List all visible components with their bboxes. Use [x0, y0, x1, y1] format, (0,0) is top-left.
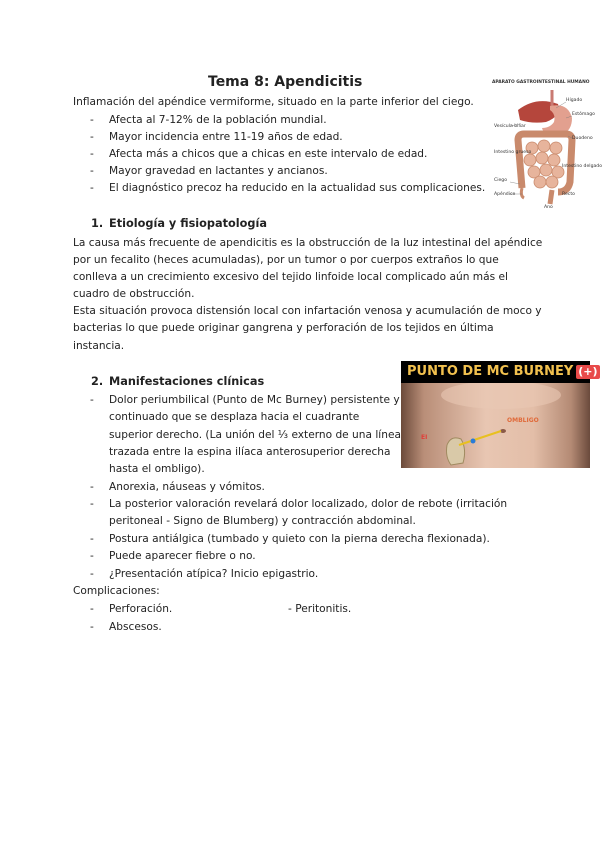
paragraph-line: conlleva a un crecimiento excesivo del tejido linfoide local complicado aún más el — [73, 271, 508, 283]
list-item: Abscesos. — [109, 621, 162, 633]
section-number: 2. — [91, 375, 104, 388]
intro-text: Inflamación del apéndice vermiforme, situado en la parte inferior del ciego. — [73, 96, 474, 108]
label-intestino-grueso: Intestino grueso — [494, 150, 532, 155]
label-duodeno: Duodeno — [572, 136, 593, 141]
list-item: Afecta al 7-12% de la población mundial. — [109, 114, 327, 126]
paragraph-line: por un fecalito (heces acumuladas), por un tumor o por cuerpos extraños lo que — [73, 254, 499, 266]
label-intestino-delgado: Intestino delgado — [562, 164, 602, 169]
bullet-dash: - — [90, 603, 94, 615]
list-item: Mayor incidencia entre 11-19 años de edad. — [109, 131, 343, 143]
bullet-dash: - — [90, 498, 94, 510]
list-item: El diagnóstico precoz ha reducido en la actualidad sus complicaciones. — [109, 182, 486, 194]
section-heading: Manifestaciones clínicas — [109, 375, 265, 388]
image-title-text: PUNTO DE MC BURNEY — [407, 364, 574, 379]
plus-badge: (+) — [578, 365, 598, 378]
list-item: Mayor gravedad en lactantes y ancianos. — [109, 165, 328, 177]
label-estomago: Estómago — [572, 112, 595, 117]
gastrointestinal-figure — [492, 80, 602, 212]
list-item-line: continuado que se desplaza hacia el cuadrante — [109, 411, 360, 423]
bullet-dash: - — [90, 114, 94, 126]
bullet-dash: - — [90, 481, 94, 493]
list-item-line: Dolor periumbilical (Punto de Mc Burney) persistente y — [109, 394, 400, 406]
label-ciego: Ciego — [494, 178, 508, 183]
list-item: Perforación. — [109, 603, 173, 615]
label-higado: Hígado — [566, 98, 583, 103]
bullet-dash: - — [90, 131, 94, 143]
figure-title: APARATO GASTROINTESTINAL HUMANO — [492, 80, 590, 85]
label-vesicula: Vesícula biliar — [494, 124, 526, 129]
list-item: Puede aparecer fiebre o no. — [109, 550, 256, 562]
bullet-dash: - — [90, 148, 94, 160]
list-item-line: peritoneal - Signo de Blumberg) y contracción abdominal. — [109, 515, 416, 527]
paragraph-line: La causa más frecuente de apendicitis es la obstrucción de la luz intestinal del apéndice — [73, 237, 543, 249]
bullet-dash: - — [90, 550, 94, 562]
bullet-dash: - — [90, 621, 94, 633]
section-heading: Etiología y fisiopatología — [109, 217, 268, 230]
label-apendice: Apéndice — [494, 192, 516, 197]
bullet-dash: - — [90, 568, 94, 580]
list-item: ¿Presentación atípica? Inicio epigastrio. — [109, 568, 319, 580]
mcburney-diagram — [401, 383, 590, 468]
page-title: Tema 8: Apendicitis — [208, 74, 363, 90]
section-number: 1. — [91, 217, 104, 230]
mcburney-point-image — [401, 361, 598, 468]
bullet-dash: - — [90, 533, 94, 545]
complications-heading: Complicaciones: — [73, 585, 160, 597]
list-item: - Peritonitis. — [288, 603, 352, 615]
label-ei: EI — [421, 434, 428, 441]
paragraph-line: cuadro de obstrucción. — [73, 288, 195, 300]
paragraph-line: bacterias lo que puede originar gangrena y perforación de los tejidos en última — [73, 322, 494, 334]
label-recto: Recto — [562, 192, 575, 197]
image-title — [401, 361, 598, 383]
label-ombligo: OMBLIGO — [507, 417, 539, 424]
bullet-dash: - — [90, 394, 94, 406]
bullet-dash: - — [90, 182, 94, 194]
list-item-line: trazada entre la espina ilíaca anterosuperior derecha — [109, 446, 391, 458]
label-ano: Ano — [544, 205, 553, 210]
list-item: Anorexia, náuseas y vómitos. — [109, 481, 265, 493]
paragraph-line: instancia. — [73, 340, 125, 352]
list-item-line: superior derecho. (La unión del ⅓ externo de una línea — [109, 429, 401, 441]
list-item-line: La posterior valoración revelará dolor localizado, dolor de rebote (irritación — [109, 498, 508, 510]
bullet-dash: - — [90, 165, 94, 177]
list-item: Postura antiálgica (tumbado y quieto con la pierna derecha flexionada). — [109, 533, 490, 545]
paragraph-line: Esta situación provoca distensión local con infartación venosa y acumulación de moco y — [73, 305, 542, 317]
list-item-line: hasta el ombligo). — [109, 463, 205, 475]
list-item: Afecta más a chicos que a chicas en este intervalo de edad. — [109, 148, 428, 160]
